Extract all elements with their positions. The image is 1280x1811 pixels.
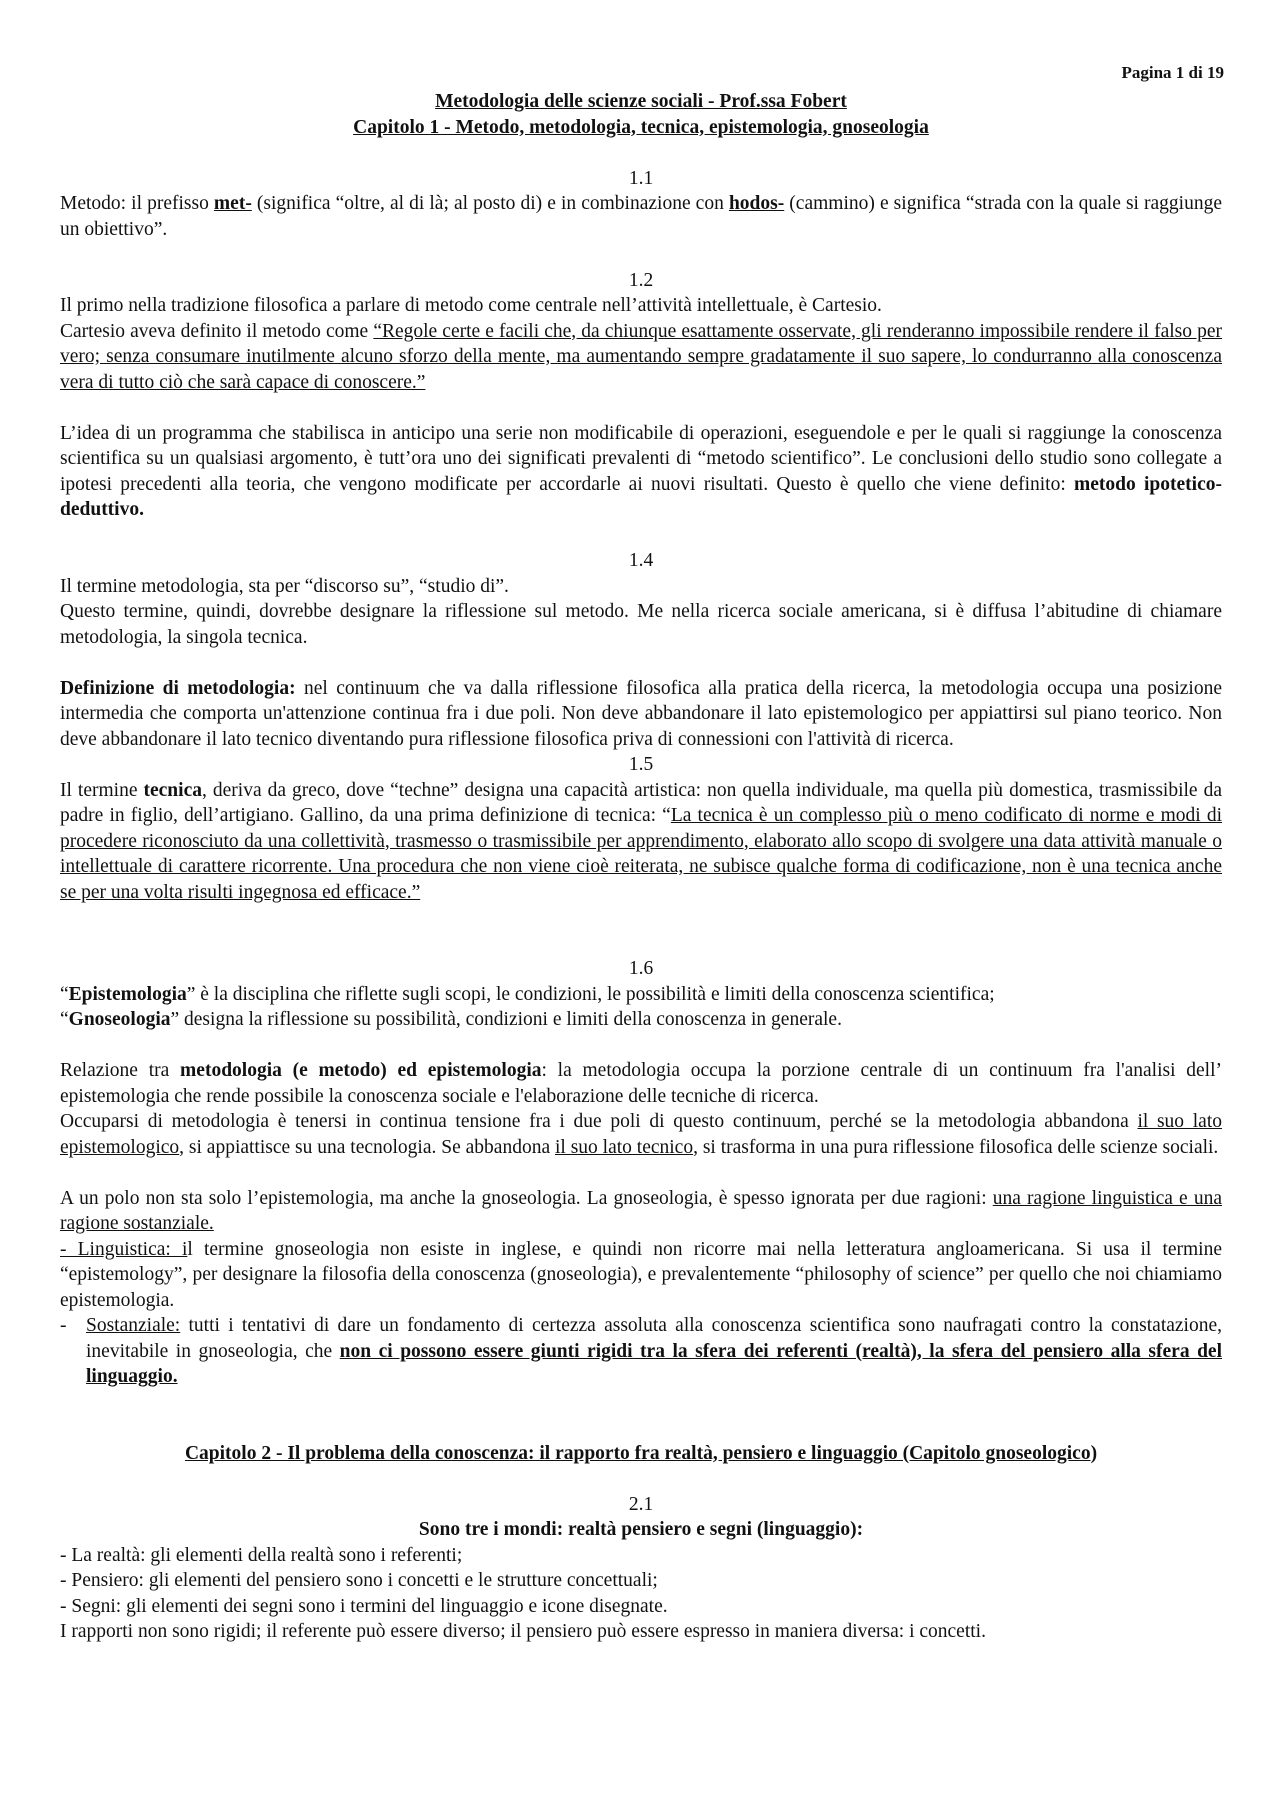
paragraph-cartesio-intro: Il primo nella tradizione filosofica a parlare di metodo come centrale nell’attività intellettuale, è Cartesio.	[60, 295, 882, 316]
label-sostanziale: Sostanziale:	[86, 1315, 181, 1336]
term-epistemologia: Epistemologia	[68, 983, 187, 1005]
paragraph-definizione-metodologia: Definizione di metodologia: nel continuum che va dalla riflessione filosofica alla pratica della ricerca, la metodologia occupa una posizione intermedia che comporta un'attenzione continua fra i due poli. Non deve abbandonare il lato epistemologico per appiattirsi sul piano teorico. Non deve abbandonare il lato tecnico diventando pura riflessione filosofica priva di connessioni con l'attività di ricerca.	[60, 677, 1222, 750]
paragraph-rapporti: I rapporti non sono rigidi; il referente può essere diverso; il pensiero può essere espresso in maniera diversa: i concetti.	[60, 1621, 986, 1642]
paragraph-cartesio-quote: Cartesio aveva definito il metodo come “Regole certe e facili che, da chiunque esattamente osservate, gli renderanno impossibile rendere il falso per vero; senza consumare inutilmente alcuno sforzo della mente, ma aumentando sempre gradatamente il suo sapere, lo condurranno alla conoscenza vera di tutto ciò che sarà capace di conoscere.”	[60, 320, 1223, 393]
cartesio-quote: “Regole certe e facili che, da chiunque esattamente osservate, gli renderanno impossibile rendere il falso per vero; senza consumare inutilmente alcuno sforzo della mente, ma aumentando sempre gradatamente il suo sapere, lo condurranno alla conoscenza vera di tutto ciò che sarà capace di conoscere.”	[60, 320, 1223, 393]
section-number-1-4: 1.4	[628, 550, 654, 571]
chapter-2-title: Capitolo 2 - Il problema della conoscenza: il rapporto fra realtà, pensiero e linguaggio (Capitolo gnoseologico)	[184, 1442, 1098, 1464]
document-title: Metodologia delle scienze sociali - Prof.ssa Fobert	[435, 91, 847, 112]
section-number-2-1: 2.1	[628, 1493, 654, 1515]
list-item: - Pensiero: gli elementi del pensiero sono i concetti e le strutture concettuali;	[60, 1570, 658, 1591]
bullet-dash: -	[60, 1315, 67, 1336]
giunti-rigidi: non ci possono essere giunti rigidi tra la sfera dei referenti (realtà), la sfera del pensiero alla sfera del linguaggio.	[86, 1340, 1222, 1387]
paragraph-occuparsi: Occuparsi di metodologia è tenersi in continua tensione fra i due poli di questo continuum, perché se la metodologia abbandona il suo lato epistemologico, si appiattisce su una tecnologia. Se abbandona il suo lato tecnico, si trasforma in una pura riflessione filosofica delle scienze sociali.	[60, 1111, 1222, 1158]
paragraph-epistemologia: “Epistemologia” è la disciplina che riflette sugli scopi, le condizioni, le possibilità e limiti della conoscenza scientifica;	[60, 983, 995, 1005]
section-number-1-5: 1.5	[628, 754, 654, 775]
term-tecnica: tecnica	[143, 779, 202, 801]
bullet-sostanziale: - Sostanziale: tutti i tentativi di dare un fondamento di certezza assoluta alla conoscenza scientifica sono naufragati contro la constatazione, inevitabile in gnoseologia, che non ci possono essere giunti rigidi tra la sfera dei referenti (realtà), la sfera del pensiero alla sfera del linguaggio.	[60, 1313, 1222, 1390]
paragraph-metodo-scientifico: L’idea di un programma che stabilisca in anticipo una serie non modificabile di operazioni, eseguendole e per le quali si raggiunge la conoscenza scientifica su un qualsiasi argomento, è tutt’ora uno dei significati prevalenti di “metodo scientifico”. Le conclusioni dello studio sono collegate a ipotesi precedenti alla teoria, che vengono modificate per accordarle ai nuovi risultati. Questo è quello che viene definito: metodo ipotetico-deduttivo.	[60, 422, 1222, 520]
definizione-label: Definizione di metodologia:	[60, 677, 296, 699]
term-gnoseologia: Gnoseologia	[68, 1009, 171, 1030]
list-item: - La realtà: gli elementi della realtà sono i referenti;	[60, 1544, 463, 1566]
section-number-1-2: 1.2	[628, 269, 654, 291]
lato-epistemologico: il suo lato epistemologico	[60, 1111, 1222, 1158]
list-item: - Segni: gli elementi dei segni sono i termini del linguaggio e icone disegnate.	[60, 1595, 668, 1617]
paragraph-tecnica: Il termine tecnica, deriva da greco, dove “techne” designa una capacità artistica: non quella individuale, ma quella più domestica, trasmissibile da padre in figlio, dell’artigiano. Gallino, da una prima definizione di tecnica: “La tecnica è un complesso più o meno codificato di norme e modi di procedere riconosciuto da una collettività, trasmesso o trasmissibile per apprendimento, elaborato allo scopo di svolgere una data attività manuale o intellettuale di carattere ricorrente. Una procedura che non viene cioè reiterata, ne subisce qualche forma di codificazione, non è una tecnica anche se per una volta risulti ingegnosa ed efficace.”	[60, 779, 1223, 903]
chapter-1-title: Capitolo 1 - Metodo, metodologia, tecnica, epistemologia, gnoseologia	[353, 116, 929, 138]
paragraph-relazione: Relazione tra metodologia (e metodo) ed epistemologia: la metodologia occupa la porzione centrale di un continuum fra l'analisi dell’ epistemologia che rende possibile la conoscenza sociale e l'elaborazione delle tecniche di ricerca.	[60, 1060, 1223, 1107]
term-metodologia-epistemologia: metodologia (e metodo) ed epistemologia	[180, 1060, 542, 1081]
section-2-1-subtitle: Sono tre i mondi: realtà pensiero e segni (linguaggio):	[418, 1519, 864, 1540]
section-number-1-6: 1.6	[628, 958, 654, 979]
term-ipotetico-deduttivo: metodo ipotetico-deduttivo.	[60, 473, 1222, 520]
page-number: Pagina 1 di 19	[1121, 63, 1224, 82]
paragraph-metodo: Metodo: il prefisso met- (significa “oltre, al di là; al posto di) e in combinazione con hodos- (cammino) e significa “strada con la quale si raggiunge un obiettivo”.	[60, 193, 1223, 240]
paragraph-metodologia-termine: Il termine metodologia, sta per “discorso su”, “studio di”.	[60, 575, 509, 597]
label-linguistica: - Linguistica: i	[60, 1238, 188, 1260]
paragraph-polo: A un polo non sta solo l’epistemologia, ma anche la gnoseologia. La gnoseologia, è spesso ignorata per due ragioni: una ragione linguistica e una ragione sostanziale.	[60, 1187, 1222, 1234]
paragraph-gnoseologia: “Gnoseologia” designa la riflessione su possibilità, condizioni e limiti della conoscenza in generale.	[60, 1009, 842, 1030]
gallino-quote: La tecnica è un complesso più o meno codificato di norme e modi di procedere riconosciuto da una collettività, trasmesso o trasmissibile per apprendimento, elaborato allo scopo di svolgere una data attività manuale o intellettuale di carattere ricorrente. Una procedura che non viene cioè reiterata, ne subisce qualche forma di codificazione, non è una tecnica anche se per una volta risulti ingegnosa ed efficace.”	[60, 805, 1222, 903]
paragraph-metodologia-riflessione: Questo termine, quindi, dovrebbe designare la riflessione sul metodo. Me nella ricerca sociale americana, si è diffusa l’abitudine di chiamare metodologia, la singola tecnica.	[60, 601, 1222, 648]
section-number-1-1: 1.1	[628, 167, 654, 189]
document-body	[60, 89, 1222, 1645]
paragraph-linguistica: - Linguistica: il termine gnoseologia non esiste in inglese, e quindi non ricorre mai nella letteratura angloamericana. Si usa il termine “epistemology”, per designare la filosofia della conoscenza (gnoseologia), e prevalentemente “philosophy of science” per quello che noi chiamiamo epistemologia.	[60, 1238, 1223, 1311]
term-hodos: hodos-	[728, 193, 785, 214]
lato-tecnico: il suo lato tecnico	[554, 1136, 694, 1158]
due-ragioni: una ragione linguistica e una ragione sostanziale.	[60, 1187, 1222, 1234]
term-met: met-	[213, 193, 252, 214]
